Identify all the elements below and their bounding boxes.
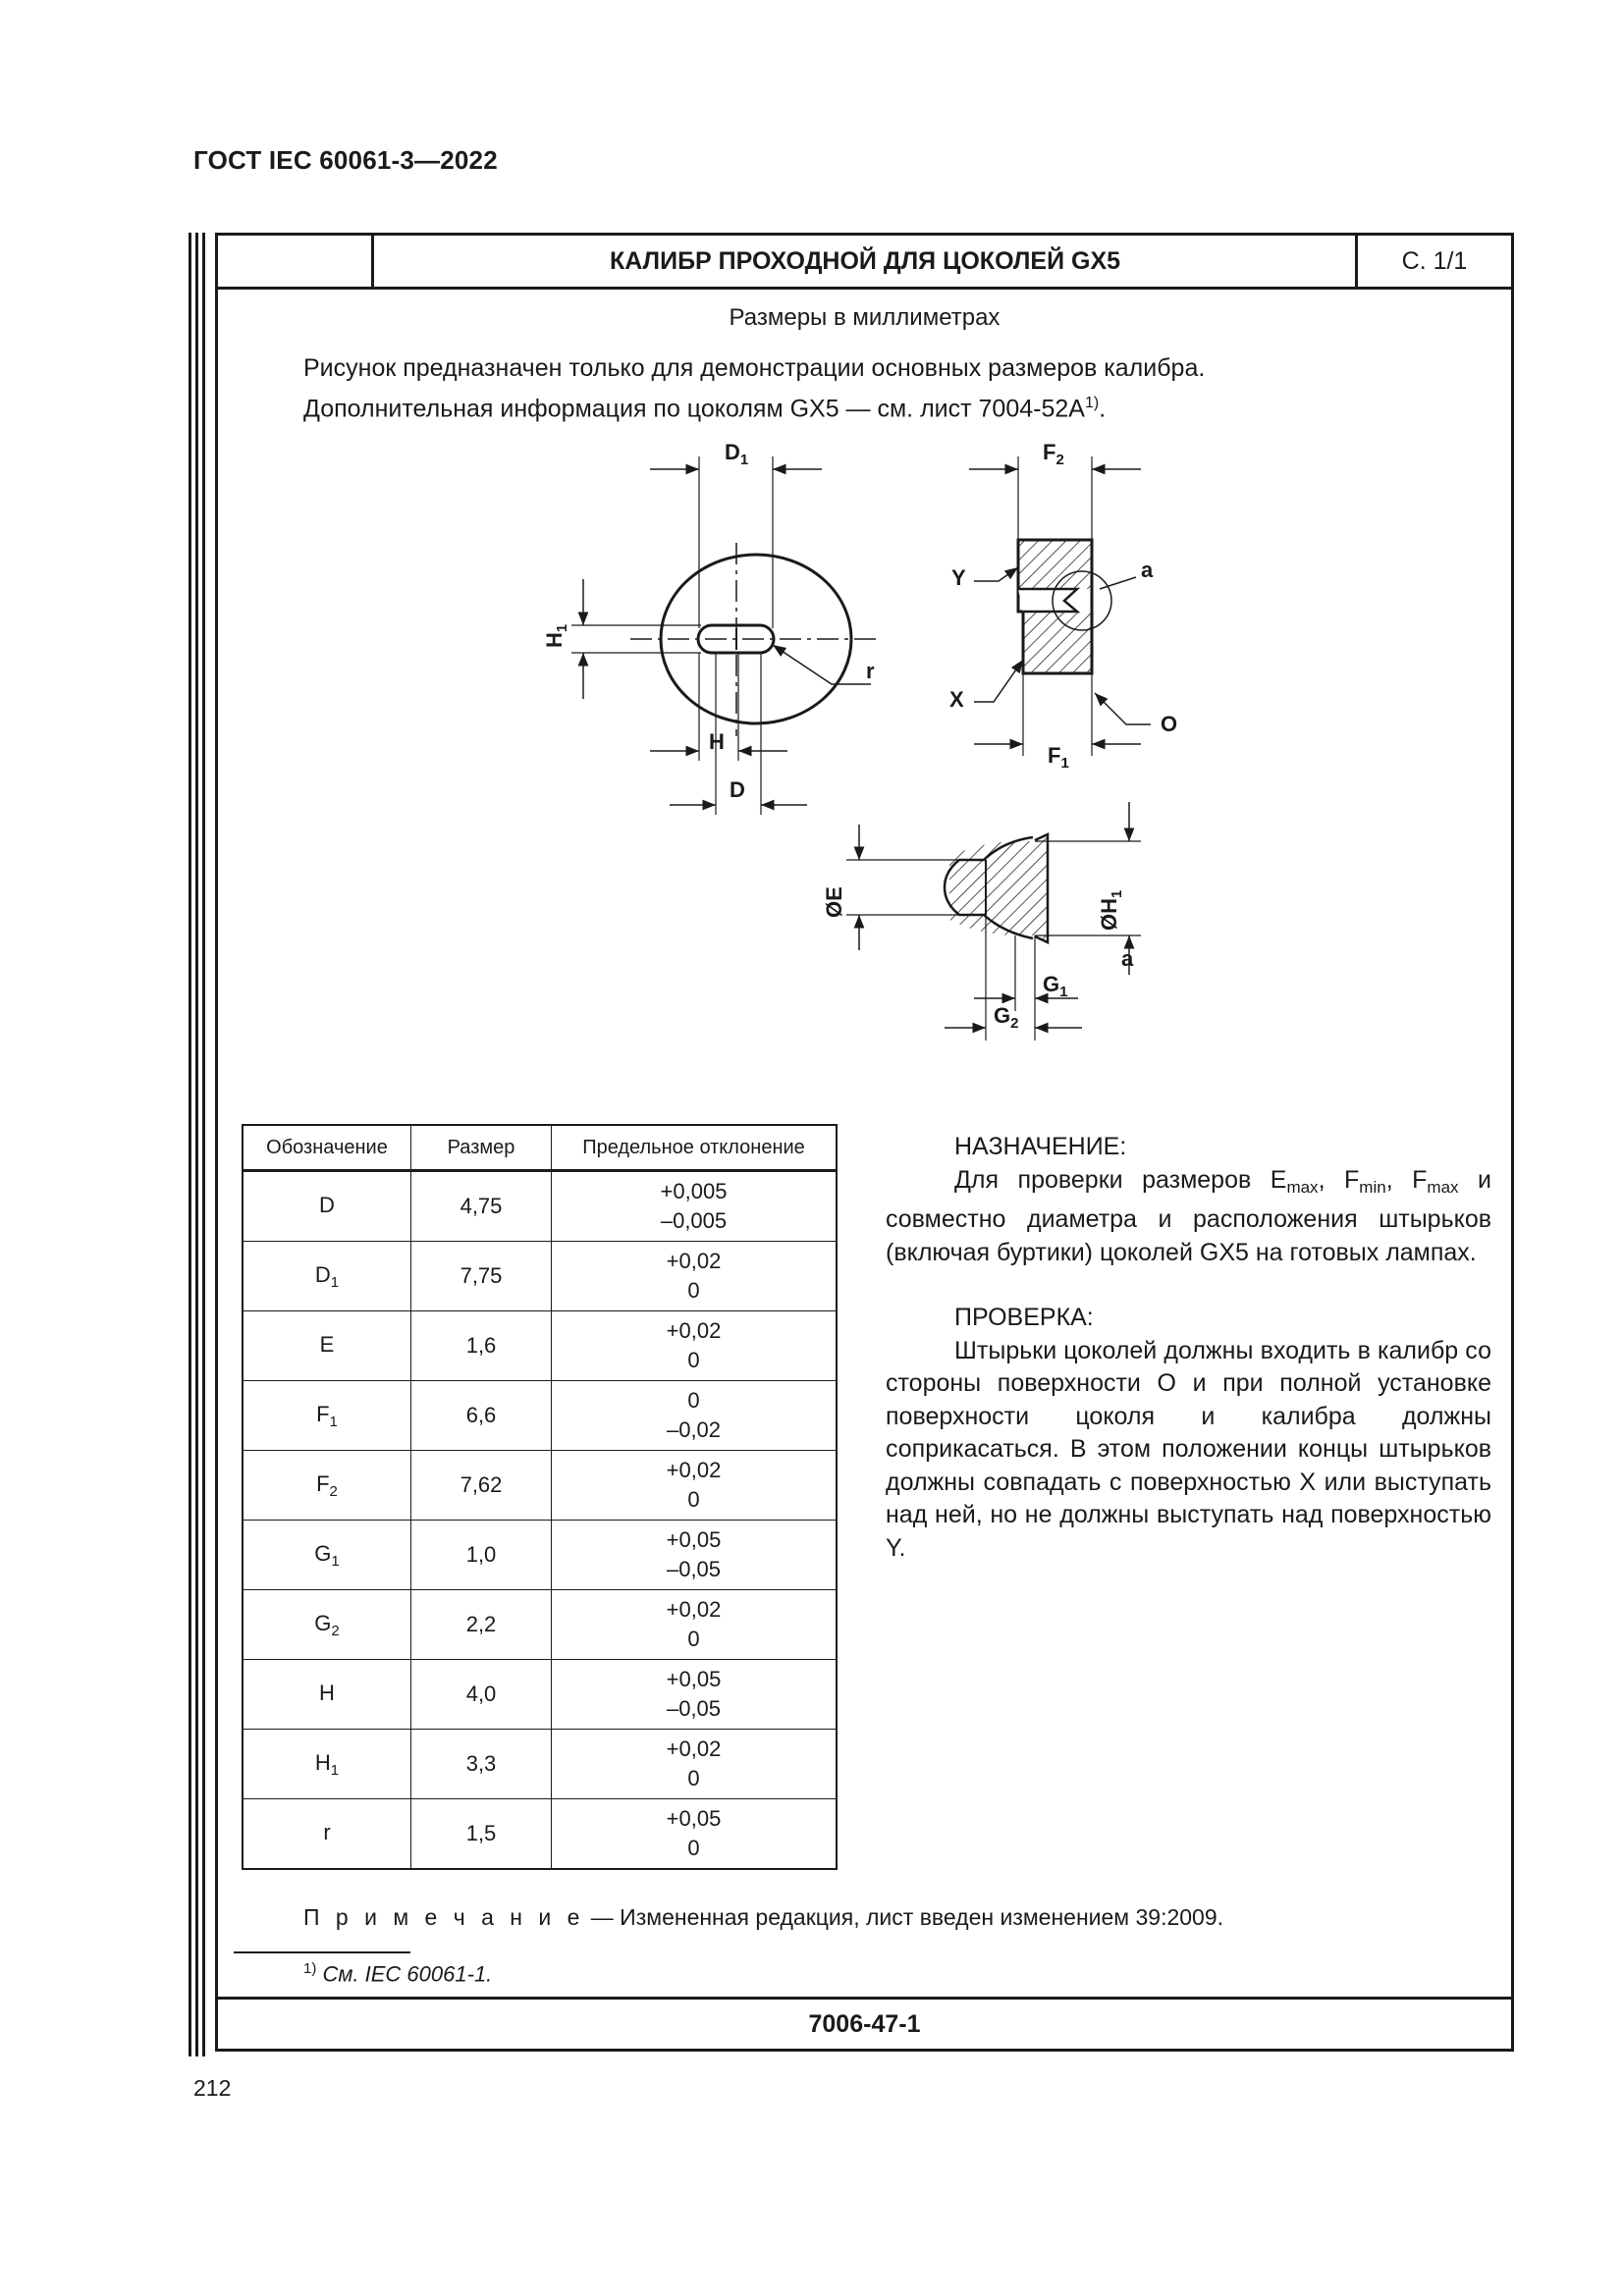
cell-tolerance: 0 –0,02 [552, 1381, 838, 1451]
remark-text: — Измененная редакция, лист введен изменением 39:2009. [584, 1904, 1224, 1930]
cell-symbol: $H_1$ [243, 1730, 411, 1799]
col-header-tolerance: Предельное отклонение [552, 1125, 838, 1171]
label-o: O [1161, 712, 1178, 736]
table-row [243, 1521, 837, 1590]
page-reference: С. 1/1 [1355, 236, 1511, 287]
cell-tolerance: +0,02 0 [552, 1242, 838, 1311]
cell-tolerance: +0,05 –0,05 [552, 1660, 838, 1730]
cell-size: 3,3 [411, 1730, 552, 1799]
notes-block [886, 1131, 1491, 1565]
front-view [571, 456, 876, 815]
cell-tolerance: +0,05 –0,05 [552, 1521, 838, 1590]
cell-tolerance: +0,05 0 [552, 1799, 838, 1870]
cell-size: 6,6 [411, 1381, 552, 1451]
sheet-frame [215, 233, 1514, 2052]
table-row [243, 1730, 837, 1799]
cell-size: 2,2 [411, 1590, 552, 1660]
cell-tolerance: +0,02 0 [552, 1451, 838, 1521]
table-row [243, 1311, 837, 1381]
document-header: ГОСТ IEC 60061-3—2022 [193, 145, 498, 175]
sheet-number: 7006-47-1 [218, 1997, 1511, 2049]
cell-size: 7,75 [411, 1242, 552, 1311]
purpose-heading: НАЗНАЧЕНИЕ: [954, 1133, 1127, 1160]
table-row [243, 1660, 837, 1730]
cell-size: 4,0 [411, 1660, 552, 1730]
label-r: r [866, 659, 875, 683]
cell-tolerance: +0,005 –0,005 [552, 1171, 838, 1242]
label-g1: $G_1$ [1043, 972, 1068, 1000]
side-view [969, 456, 1151, 756]
table-header-row [243, 1125, 837, 1171]
cell-tolerance: +0,02 0 [552, 1730, 838, 1799]
label-h: H [709, 729, 725, 754]
label-a-callout: a [1141, 558, 1154, 582]
label-d: D [730, 777, 745, 802]
footnote-rule [234, 1951, 410, 1953]
label-e: ØE [822, 886, 846, 918]
binding-rules [189, 233, 206, 2056]
table-row [243, 1799, 837, 1870]
label-f2: $F_2$ [1043, 440, 1064, 468]
title-row [218, 236, 1511, 290]
cell-symbol: $G_2$ [243, 1590, 411, 1660]
label-oh1: $ØH_1$ [1097, 889, 1125, 931]
table-row [243, 1590, 837, 1660]
col-header-symbol: Обозначение [243, 1125, 411, 1171]
cell-tolerance: +0,02 0 [552, 1590, 838, 1660]
label-x: X [949, 687, 964, 712]
cell-symbol: $F_2$ [243, 1451, 411, 1521]
sheet-title: КАЛИБР ПРОХОДНОЙ ДЛЯ ЦОКОЛЕЙ GX5 [609, 247, 1121, 275]
cell-size: 1,6 [411, 1311, 552, 1381]
units-note: Размеры в миллиметрах [729, 304, 1001, 331]
table-row [243, 1171, 837, 1242]
cell-symbol: H [243, 1660, 411, 1730]
table-row [243, 1381, 837, 1451]
label-y: Y [951, 565, 966, 590]
title-blank-cell [218, 236, 374, 287]
table-row [243, 1451, 837, 1521]
label-d1: $D_1$ [725, 440, 749, 468]
cell-size: 1,5 [411, 1799, 552, 1870]
cell-symbol: D [243, 1171, 411, 1242]
gauge-drawing [218, 402, 1511, 1129]
cell-size: 4,75 [411, 1171, 552, 1242]
front-view-labels [542, 440, 875, 802]
footnote-ref: 1) [1084, 395, 1100, 411]
cell-symbol: r [243, 1799, 411, 1870]
check-text: Штырьки цоколей должны входить в калибр со стороны поверхности O и при полной установке поверхности цоколя и калибра должны соприкасаться. В этом положении концы штырьков должны совпадать с поверхностью X или выступать над ней, но не должны выступать над поверхностью Y. [886, 1336, 1491, 1562]
remark [303, 1904, 1223, 1931]
label-g2: $G_2$ [994, 1003, 1019, 1032]
purpose-text: Для проверки размеров $E_{max}$, $F_{min}$, $F_{max}$ и совместно диаметра и расположения штырьков (включая буртики) цоколей GX5 на готовых лампах. [886, 1165, 1491, 1266]
cell-tolerance: +0,02 0 [552, 1311, 838, 1381]
check-heading: ПРОВЕРКА: [954, 1304, 1094, 1331]
table-body [243, 1171, 837, 1870]
cell-symbol: $F_1$ [243, 1381, 411, 1451]
cell-size: 7,62 [411, 1451, 552, 1521]
cell-symbol: $D_1$ [243, 1242, 411, 1311]
intro-line-2: Дополнительная информация по цоколям GX5 — см. лист $7004-52А^{1)}$. [303, 395, 1107, 423]
footnote: $^{1)}$ См. IEC 60061-1. [303, 1960, 493, 1987]
label-detail-a: a [1121, 946, 1134, 971]
col-header-size: Размер [411, 1125, 552, 1171]
remark-label: П р и м е ч а н и е [303, 1904, 585, 1930]
label-f1: $F_1$ [1048, 743, 1069, 772]
page-number: 212 [193, 2075, 232, 2101]
intro-line-1: Рисунок предназначен только для демонстрации основных размеров калибра. [303, 354, 1206, 382]
table-row [243, 1242, 837, 1311]
dimensions-table [242, 1124, 838, 1870]
cell-symbol: E [243, 1311, 411, 1381]
label-h1: $H_1$ [542, 623, 570, 648]
cell-symbol: $G_1$ [243, 1521, 411, 1590]
cell-size: 1,0 [411, 1521, 552, 1590]
